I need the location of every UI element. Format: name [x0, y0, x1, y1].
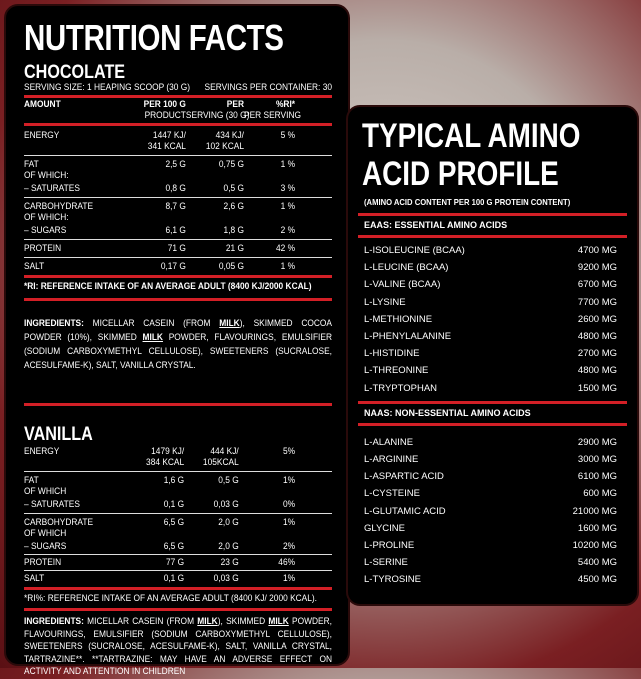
- amino-subtitle: (AMINO ACID CONTENT PER 100 G PROTEIN CONTENT): [364, 197, 571, 207]
- amino-acid-row: [358, 294, 627, 311]
- amino-acid-value: 2700 MG: [577, 348, 617, 360]
- choc-saturates-row: – SATURATES 0,8 G 0,5 G 3 %: [24, 183, 296, 194]
- amino-acid-value: 4500 MG: [577, 574, 617, 586]
- choc-salt-row: SALT 0,17 G 0,05 G 1 %: [24, 261, 296, 272]
- van-footnote: *RI%: REFERENCE INTAKE OF AN AVERAGE ADULT (8400 KJ/ 2000 KCAL).: [24, 593, 318, 604]
- amino-acid-row: [358, 503, 627, 520]
- choc-protein-row: PROTEIN 71 G 21 G 42 %: [24, 243, 296, 254]
- amino-acid-name: L-ISOLEUCINE (BCAA): [364, 245, 465, 256]
- van-protein-row: PROTEIN 77 G 23 G 46%: [24, 557, 296, 568]
- amino-acid-value: 5400 MG: [577, 557, 617, 569]
- col-ri: %RI*: [275, 99, 296, 110]
- amino-acid-row: [358, 242, 627, 259]
- amino-acid-value: 2900 MG: [577, 436, 617, 448]
- col-per100: PER 100 G: [143, 99, 186, 110]
- amino-acid-value: 4800 MG: [577, 331, 617, 343]
- van-ingredients: INGREDIENTS: MICELLAR CASEIN (FROM MILK), SKIMMED MILK POWDER, FLAVOURINGS, EMULSIFIER (SODIUM CARBOXYMETHYL CELLULOSE), SWEETENERS (SUCRALOSE, ACESULFAME-K), SALT, VANILLA CRYSTAL, TARTRAZINE**. **TARTRAZINE: MAY HAVE AN ADVERSE EFFECT ON ACTIVITY AND ATTENTION IN CHILDREN: [24, 616, 332, 677]
- eaas-title: EAAS: ESSENTIAL AMINO ACIDS: [364, 220, 508, 230]
- chocolate-title: CHOCOLATE: [24, 62, 126, 83]
- amino-acid-name: L-GLUTAMIC ACID: [364, 505, 446, 517]
- amino-acid-name: GLYCINE: [364, 522, 406, 534]
- amino-acid-row: [358, 571, 627, 588]
- amino-acid-name: L-THREONINE: [364, 365, 429, 377]
- amino-acid-name: L-VALINE (BCAA): [364, 279, 441, 291]
- amino-acid-row: [358, 451, 627, 468]
- van-sugars-row: – SUGARS 6,5 G 2,0 G 2%: [24, 541, 296, 552]
- van-salt-row: SALT 0,1 G 0,03 G 1%: [24, 573, 296, 584]
- amino-acid-name: L-ASPARTIC ACID: [364, 471, 444, 483]
- choc-carb-row: CARBOHYDRATE 8,7 G 2,6 G 1 %: [24, 201, 296, 212]
- van-fat-ofwhich: OF WHICH: [24, 486, 67, 497]
- choc-carb-ofwhich: OF WHICH:: [24, 212, 69, 223]
- amino-acid-row: [358, 554, 627, 571]
- chocolate-header-row: [24, 99, 295, 110]
- amino-acid-row: [358, 259, 627, 276]
- amino-acid-name: L-ALANINE: [364, 436, 414, 448]
- amino-acid-name: L-ARGININE: [364, 454, 419, 466]
- nutrition-title: NUTRITION FACTS: [24, 17, 284, 58]
- amino-acid-row: [358, 328, 627, 345]
- amino-acid-name: L-PROLINE: [364, 540, 415, 552]
- chocolate-serving-row: [24, 82, 332, 93]
- amino-acid-name: L-LEUCINE (BCAA): [364, 262, 449, 274]
- amino-acid-value: 4700 MG: [577, 245, 617, 256]
- amino-acid-name: L-TRYPTOPHAN: [364, 382, 438, 394]
- amino-acid-value: 4800 MG: [577, 365, 617, 377]
- amino-acid-row: [358, 380, 627, 397]
- amino-acid-panel: [346, 105, 639, 606]
- amino-acid-row: [358, 485, 627, 502]
- amino-acid-name: L-LYSINE: [364, 296, 406, 308]
- amino-acid-value: 6100 MG: [577, 471, 617, 483]
- amino-acid-name: L-HISTIDINE: [364, 348, 420, 360]
- col-amount: AMOUNT: [24, 99, 61, 110]
- choc-fat-ofwhich: OF WHICH:: [24, 170, 69, 181]
- van-carb-ofwhich: OF WHICH: [24, 528, 67, 539]
- amino-acid-name: L-SERINE: [364, 557, 408, 569]
- van-fat-row: FAT 1,6 G 0,5 G 1%: [24, 475, 296, 486]
- amino-acid-row: [358, 311, 627, 328]
- amino-acid-value: 1600 MG: [577, 522, 617, 534]
- amino-acid-row: [358, 276, 627, 293]
- amino-title-2: ACID PROFILE: [362, 155, 559, 193]
- vanilla-title: VANILLA: [24, 424, 93, 445]
- choc-energy-row: ENERGY 1447 KJ/ 434 KJ/ 5 %: [24, 130, 296, 141]
- van-carb-row: CARBOHYDRATE 6,5 G 2,0 G 1%: [24, 517, 296, 528]
- serving-size: SERVING SIZE: 1 HEAPING SCOOP (30 G): [24, 82, 191, 93]
- amino-acid-value: 6700 MG: [577, 279, 617, 291]
- amino-acid-name: L-TYROSINE: [364, 574, 422, 586]
- choc-energy-row-2: 341 KCAL 102 KCAL: [147, 141, 244, 152]
- amino-acid-name: L-METHIONINE: [364, 313, 433, 325]
- amino-acid-row: [358, 345, 627, 362]
- amino-acid-value: 600 MG: [583, 488, 617, 500]
- amino-acid-value: 9200 MG: [577, 262, 617, 274]
- chocolate-header-row-2: PRODUCT SERVING (30 G) PER SERVING: [144, 110, 301, 121]
- amino-title-1: TYPICAL AMINO: [362, 117, 581, 155]
- choc-fat-row: FAT 2,5 G 0,75 G 1 %: [24, 159, 296, 170]
- amino-acid-name: L-PHENYLALANINE: [364, 331, 452, 343]
- amino-acid-value: 7700 MG: [577, 296, 617, 308]
- amino-acid-value: 21000 MG: [572, 505, 617, 517]
- amino-acid-name: L-CYSTEINE: [364, 488, 420, 500]
- naas-list: [358, 434, 627, 589]
- naas-title: NAAS: NON-ESSENTIAL AMINO ACIDS: [364, 407, 531, 418]
- amino-acid-row: [358, 537, 627, 554]
- amino-acid-row: [358, 520, 627, 537]
- choc-footnote: *RI: REFERENCE INTAKE OF AN AVERAGE ADULT (8400 KJ/2000 KCAL): [24, 281, 312, 292]
- van-energy-row-2: 384 KCAL 105KCAL: [146, 457, 239, 468]
- col-per-serving: PER: [226, 99, 244, 110]
- amino-acid-value: 1500 MG: [577, 382, 617, 394]
- amino-acid-value: 2600 MG: [577, 313, 617, 325]
- amino-acid-value: 10200 MG: [572, 540, 617, 552]
- amino-acid-row: [358, 362, 627, 379]
- van-energy-row: ENERGY 1479 KJ/ 444 KJ/ 5%: [24, 446, 296, 457]
- amino-acid-value: 3000 MG: [577, 454, 617, 466]
- eaas-list: [358, 242, 627, 397]
- van-saturates-row: – SATURATES 0,1 G 0,03 G 0%: [24, 499, 296, 510]
- amino-acid-row: [358, 468, 627, 485]
- amino-acid-row: [358, 434, 627, 451]
- nutrition-facts-panel: [4, 4, 350, 677]
- choc-sugars-row: – SUGARS 6,1 G 1,8 G 2 %: [24, 225, 296, 236]
- choc-ingredients: INGREDIENTS: MICELLAR CASEIN (FROM MILK), SKIMMED COCOA POWDER (10%), SKIMMED MILK POWDER, FLAVOURINGS, EMULSIFIER (SODIUM CARBOXYMETHYL CELLULOSE), SWEETENERS (SUCRALOSE, ACESULFAME-K), SALT, VANILLA CRYSTAL.: [24, 318, 332, 371]
- servings-per-container: SERVINGS PER CONTAINER: 30: [204, 82, 332, 93]
